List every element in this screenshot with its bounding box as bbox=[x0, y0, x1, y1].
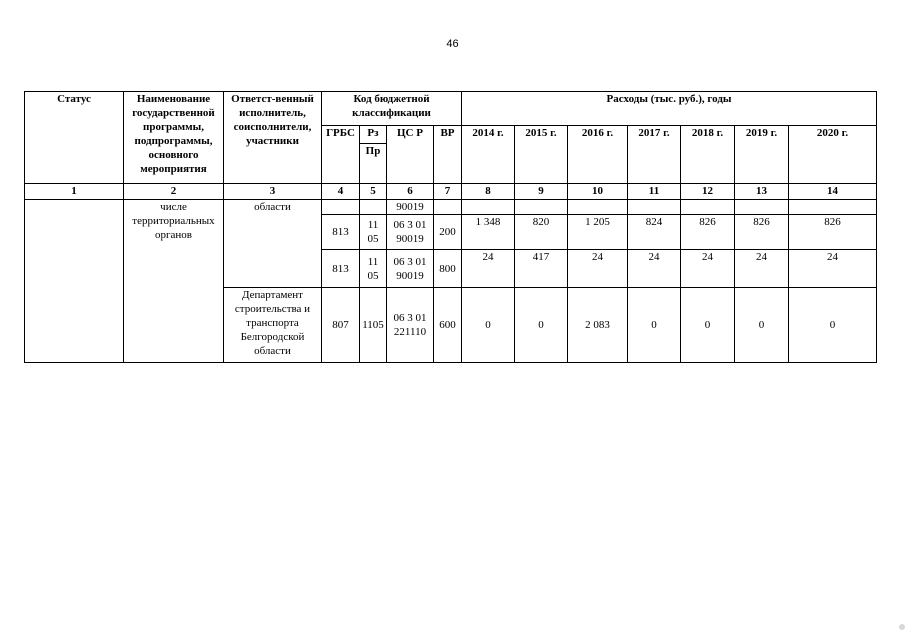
header-row-1 bbox=[25, 92, 877, 126]
csr-cell: 90019 bbox=[387, 200, 434, 215]
column-number: 9 bbox=[515, 184, 568, 200]
budget-table bbox=[24, 91, 877, 363]
rz-cell bbox=[360, 200, 387, 215]
value-cell: 1 205 bbox=[568, 215, 628, 250]
value-cell bbox=[735, 200, 789, 215]
column-number: 11 bbox=[628, 184, 681, 200]
column-number: 10 bbox=[568, 184, 628, 200]
column-number: 3 bbox=[224, 184, 322, 200]
value-cell bbox=[515, 200, 568, 215]
header-vr: ВР bbox=[434, 126, 462, 184]
value-cell: 1 348 bbox=[462, 215, 515, 250]
column-number: 6 bbox=[387, 184, 434, 200]
header-year-2019: 2019 г. bbox=[735, 126, 789, 184]
header-grbs: ГРБС bbox=[322, 126, 360, 184]
header-year-2018: 2018 г. bbox=[681, 126, 735, 184]
executor-cell: области bbox=[224, 200, 322, 288]
value-cell: 826 bbox=[789, 215, 877, 250]
column-number: 14 bbox=[789, 184, 877, 200]
header-year-2020: 2020 г. bbox=[789, 126, 877, 184]
grbs-cell: 807 bbox=[322, 288, 360, 363]
program-name-cell: числе территориальных органов bbox=[124, 200, 224, 363]
csr-cell: 06 3 01 90019 bbox=[387, 250, 434, 288]
csr-cell: 06 3 01 90019 bbox=[387, 215, 434, 250]
value-cell: 24 bbox=[628, 250, 681, 288]
rz-cell: 1105 bbox=[360, 288, 387, 363]
value-cell: 0 bbox=[789, 288, 877, 363]
csr-cell: 06 3 01 221110 bbox=[387, 288, 434, 363]
value-cell: 0 bbox=[515, 288, 568, 363]
grbs-cell bbox=[322, 200, 360, 215]
column-number: 2 bbox=[124, 184, 224, 200]
value-cell: 824 bbox=[628, 215, 681, 250]
column-number: 13 bbox=[735, 184, 789, 200]
scan-artifact bbox=[899, 624, 905, 630]
header-status: Статус bbox=[25, 92, 124, 184]
value-cell: 0 bbox=[681, 288, 735, 363]
header-rz: Рз bbox=[360, 126, 387, 144]
value-cell: 820 bbox=[515, 215, 568, 250]
status-cell bbox=[25, 200, 124, 363]
column-number: 7 bbox=[434, 184, 462, 200]
grbs-cell: 813 bbox=[322, 250, 360, 288]
column-numbers-row bbox=[25, 184, 877, 200]
value-cell: 24 bbox=[681, 250, 735, 288]
value-cell: 0 bbox=[628, 288, 681, 363]
vr-cell: 800 bbox=[434, 250, 462, 288]
vr-cell: 600 bbox=[434, 288, 462, 363]
value-cell bbox=[462, 200, 515, 215]
grbs-cell: 813 bbox=[322, 215, 360, 250]
value-cell: 417 bbox=[515, 250, 568, 288]
table-row bbox=[25, 200, 877, 215]
rz-cell: 11 05 bbox=[360, 250, 387, 288]
header-pr: Пр bbox=[360, 144, 387, 184]
column-number: 5 bbox=[360, 184, 387, 200]
value-cell: 0 bbox=[735, 288, 789, 363]
value-cell: 2 083 bbox=[568, 288, 628, 363]
page-number: 46 bbox=[446, 38, 459, 50]
executor-cell: Департамент строительства и транспорта Белгородской области bbox=[224, 288, 322, 363]
value-cell: 0 bbox=[462, 288, 515, 363]
header-year-2015: 2015 г. bbox=[515, 126, 568, 184]
rz-cell: 11 05 bbox=[360, 215, 387, 250]
value-cell bbox=[681, 200, 735, 215]
value-cell bbox=[568, 200, 628, 215]
column-number: 4 bbox=[322, 184, 360, 200]
header-year-2014: 2014 г. bbox=[462, 126, 515, 184]
value-cell: 826 bbox=[735, 215, 789, 250]
column-number: 8 bbox=[462, 184, 515, 200]
value-cell: 24 bbox=[735, 250, 789, 288]
value-cell: 24 bbox=[789, 250, 877, 288]
value-cell bbox=[628, 200, 681, 215]
header-name: Наименование государственной программы, подпрограммы, основного мероприятия bbox=[124, 92, 224, 184]
vr-cell: 200 bbox=[434, 215, 462, 250]
column-number: 12 bbox=[681, 184, 735, 200]
header-year-2017: 2017 г. bbox=[628, 126, 681, 184]
header-csr: ЦС Р bbox=[387, 126, 434, 184]
header-year-2016: 2016 г. bbox=[568, 126, 628, 184]
value-cell: 826 bbox=[681, 215, 735, 250]
header-expenses: Расходы (тыс. руб.), годы bbox=[462, 92, 877, 126]
vr-cell bbox=[434, 200, 462, 215]
value-cell: 24 bbox=[462, 250, 515, 288]
value-cell: 24 bbox=[568, 250, 628, 288]
header-executor: Ответст-венный исполнитель, соисполнители, участники bbox=[224, 92, 322, 184]
header-budget-code: Код бюджетной классификации bbox=[322, 92, 462, 126]
value-cell bbox=[789, 200, 877, 215]
column-number: 1 bbox=[25, 184, 124, 200]
